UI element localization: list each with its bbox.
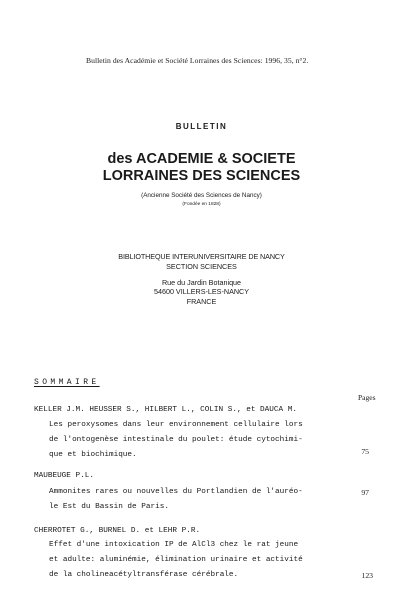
toc-entry-title-line: et adulte: aluminémie, élimination urinaire et activité (49, 556, 303, 564)
toc-entry-title-line: de l'ontogenèse intestinale du poulet: étude cytochimi- (49, 436, 303, 444)
toc-entry-page: 97 (361, 488, 369, 497)
toc-entry-title-line: que et biochimique. (49, 451, 137, 459)
founded-note: (Fondée en 1828) (182, 202, 221, 207)
journal-subtitle: (Ancienne Société des Sciences de Nancy) (141, 192, 262, 199)
library-section: SECTION SCIENCES (166, 262, 237, 271)
toc-entry-title-line: Effet d'une intoxication IP de AlCl3 chez le rat jeune (49, 541, 299, 549)
bulletin-label: BULLETIN (175, 122, 228, 131)
library-street: Rue du Jardin Botanique (161, 278, 242, 287)
journal-title-line-1: des ACADEMIE & SOCIETE (107, 151, 296, 167)
toc-entry-authors: MAUBEUGE P.L. (34, 472, 94, 480)
toc-entry-page: 123 (361, 571, 373, 580)
toc-entry-authors: CHERROTET G., BURNEL D. et LEHR P.R. (34, 527, 201, 535)
toc-entry-title-line: Ammonites rares ou nouvelles du Portlandien de l'auréo- (49, 488, 303, 496)
citation-line: Bulletin des Académie et Société Lorraines des Sciences: 1996, 35, n°2. (86, 56, 309, 65)
toc-entry-title-line: de la cholineacétyltransférase cérébrale. (49, 571, 239, 579)
toc-entry-title-line: le Est du Bassin de Paris. (49, 503, 169, 511)
toc-entry-authors: KELLER J.M. HEUSSER S., HILBERT L., COLIN S., et DAUCA M. (34, 406, 297, 414)
library-name: BIBLIOTHEQUE INTERUNIVERSITAIRE DE NANCY (118, 252, 285, 261)
journal-title-line-2: LORRAINES DES SCIENCES (102, 168, 301, 184)
toc-entry-title-line: Les peroxysomes dans leur environnement cellulaire lors (49, 421, 303, 429)
pages-label: Pages (358, 393, 376, 402)
toc-entry-page: 75 (361, 447, 369, 456)
library-city: 54600 VILLERS-LES-NANCY (153, 287, 250, 296)
sommaire-heading: SOMMAIRE (34, 378, 100, 387)
library-country: FRANCE (186, 297, 217, 306)
